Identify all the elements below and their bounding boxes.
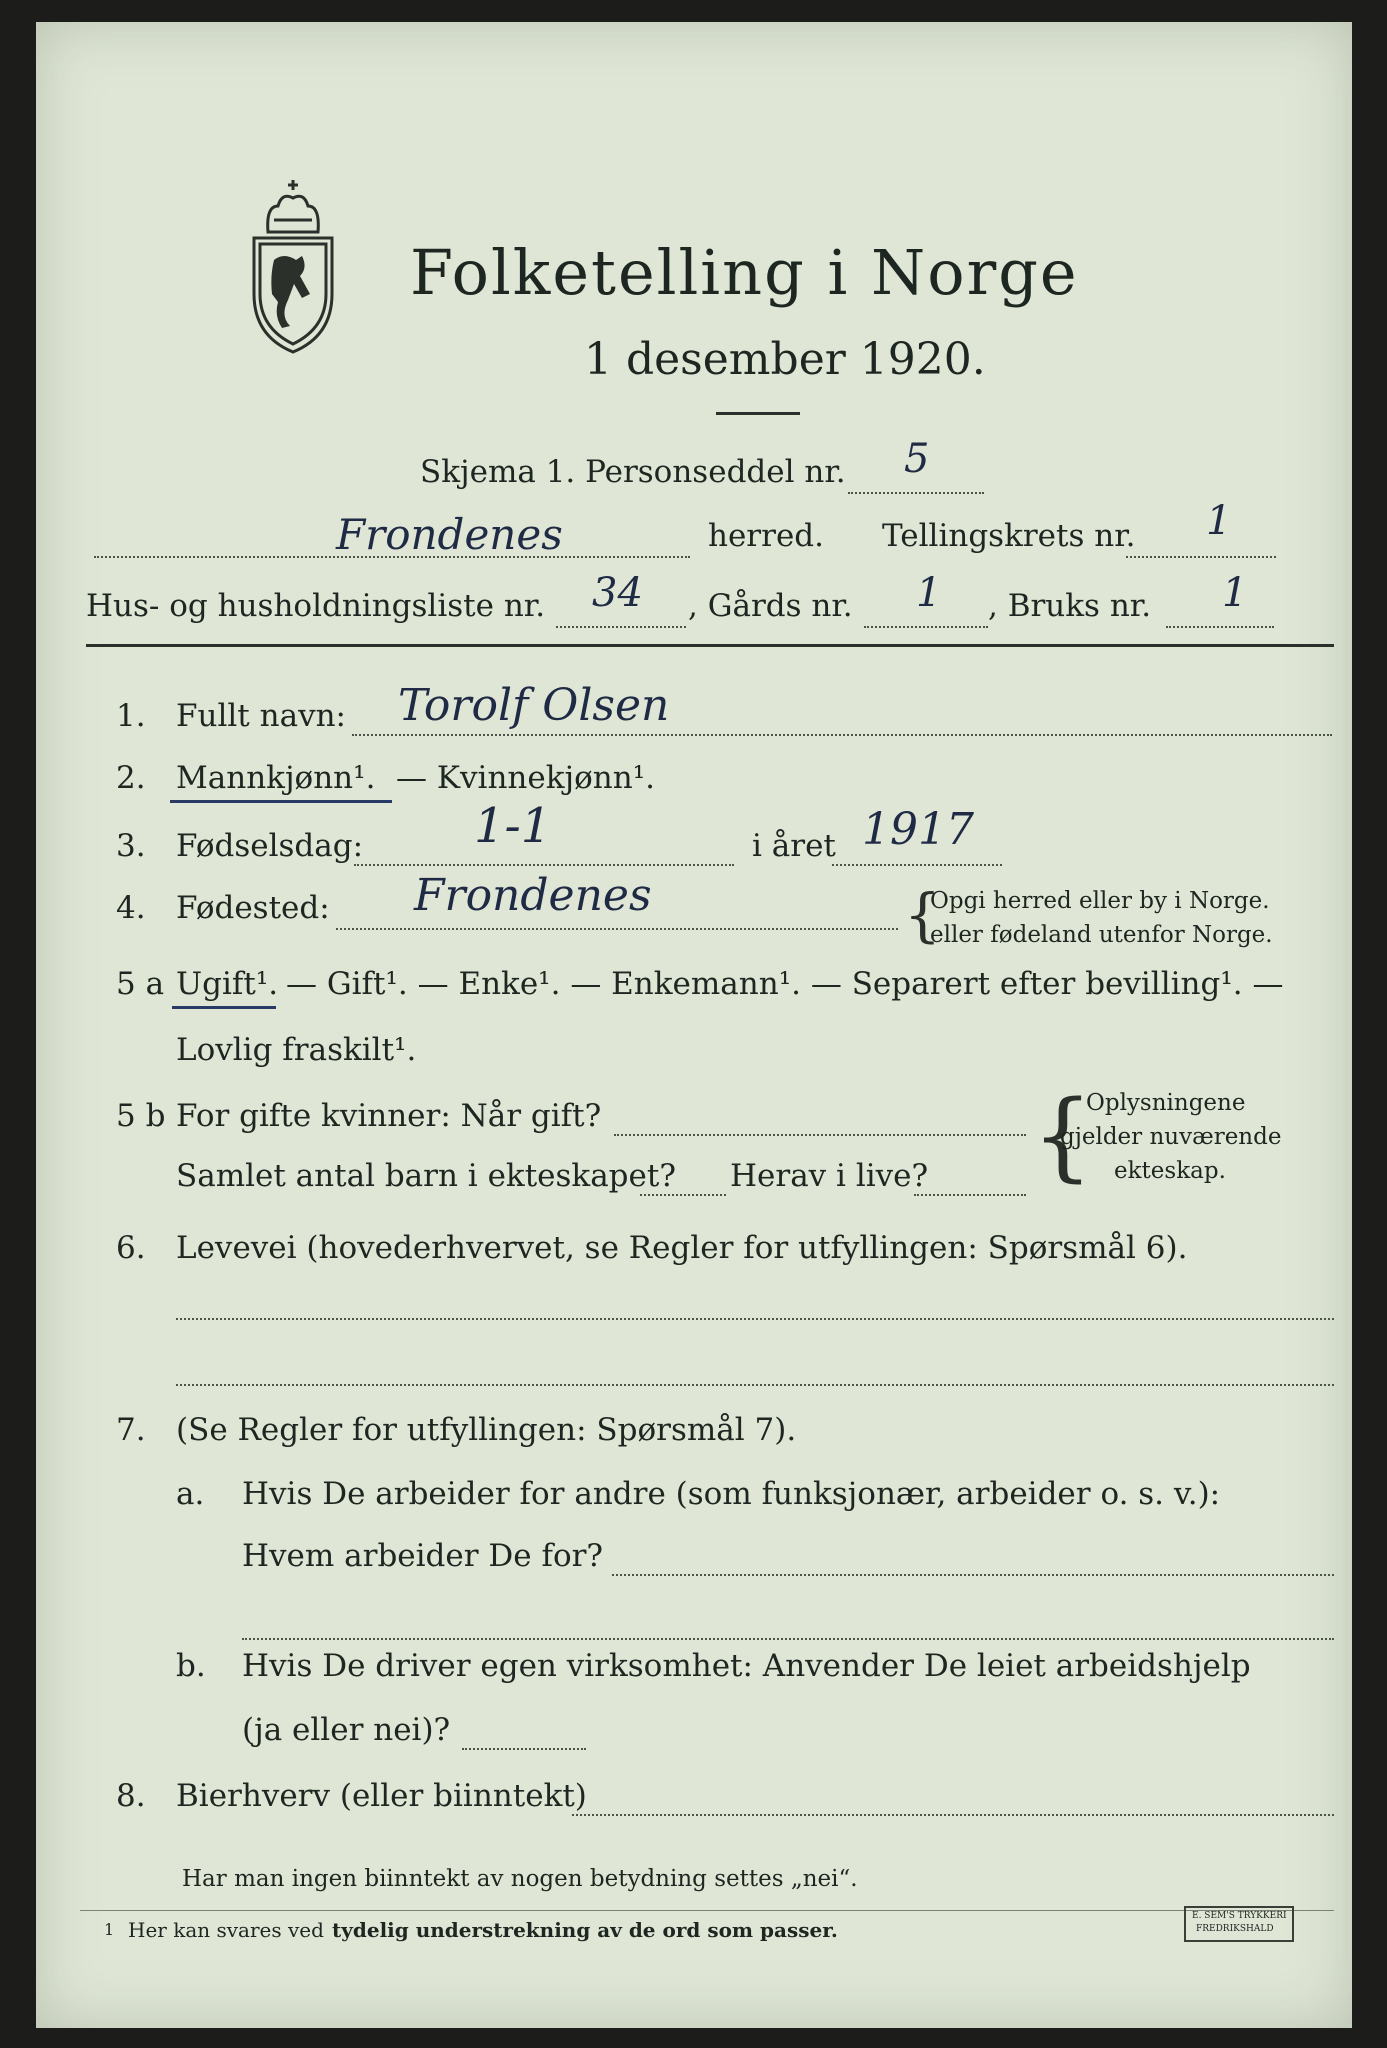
q1-full-name: Torolf Olsen <box>398 680 670 731</box>
q2-male-underline <box>170 800 392 803</box>
footnote-text: Her kan svares ved <box>128 1918 324 1942</box>
q5b-number: 5 b <box>116 1098 166 1134</box>
q7b-line2: (ja eller nei)? <box>242 1712 451 1748</box>
q4-note-2: eller fødeland utenfor Norge. <box>930 922 1273 948</box>
gards-value: 1 <box>916 570 942 616</box>
census-form-sheet <box>36 22 1352 2028</box>
schema-label: Skjema 1. Personseddel nr. <box>420 454 846 490</box>
q4-birthplace: Frondenes <box>414 870 652 921</box>
q5b-alive-dots <box>914 1194 1026 1196</box>
q4-number: 4. <box>116 890 146 926</box>
q7-number: 7. <box>116 1412 146 1448</box>
footnote-number: 1 <box>104 1920 115 1939</box>
krets-value: 1 <box>1206 498 1232 544</box>
gards-dots <box>864 626 988 628</box>
bruks-label: , Bruks nr. <box>988 588 1152 624</box>
krets-dots <box>1126 556 1276 558</box>
q5a-options: — Gift¹. — Enke¹. — Enkemann¹. — Separert efter bevilling¹. — <box>286 966 1284 1002</box>
q5a-ugift-underline <box>172 1006 276 1009</box>
bruks-value: 1 <box>1222 570 1248 616</box>
stamp-line-2: FREDRIKSHALD <box>1196 1924 1274 1934</box>
q3-year-dots <box>832 864 1002 866</box>
q5b-note-1: Oplysningene <box>1086 1090 1246 1116</box>
q4-dots <box>336 928 898 930</box>
q7b-label: Hvis De driver egen virksomhet: Anvender De leiet arbeidshjelp <box>242 1648 1251 1684</box>
hus-dots <box>556 626 686 628</box>
q7a-line2: Hvem arbeider De for? <box>242 1538 604 1574</box>
q7-label: (Se Regler for utfyllingen: Spørsmål 7). <box>176 1412 797 1448</box>
schema-value: 5 <box>904 436 930 482</box>
q5b-married-dots <box>614 1134 1026 1136</box>
q7a-dots-2 <box>242 1638 1334 1640</box>
gards-label: , Gårds nr. <box>688 588 853 624</box>
stamp-line-1: E. SEM'S TRYKKERI <box>1192 1911 1287 1921</box>
printer-stamp <box>1184 1906 1294 1942</box>
q3-label: Fødselsdag: <box>176 828 364 864</box>
q5b-children-dots <box>640 1194 726 1196</box>
hus-label: Hus- og husholdningsliste nr. <box>86 588 546 624</box>
q2-female: — Kvinnekjønn¹. <box>396 760 655 796</box>
q6-dots-2 <box>176 1384 1334 1386</box>
q2-male: Mannkjønn¹. <box>176 760 376 796</box>
bruks-dots <box>1166 626 1274 628</box>
q5b-children-label: Samlet antal barn i ekteskapet? <box>176 1158 676 1194</box>
q8-label: Bierhverv (eller biinntekt) <box>176 1778 587 1814</box>
herred-value: Frondenes <box>336 510 563 559</box>
herred-label: herred. <box>708 518 824 554</box>
q1-number: 1. <box>116 698 146 734</box>
footnote-text-bold: tydelig understrekning av de ord som passer. <box>332 1918 838 1942</box>
q5b-note-2: gjelder nuværende <box>1060 1124 1282 1150</box>
norwegian-coat-of-arms-icon <box>244 176 342 356</box>
form-title: Folketelling i Norge <box>410 236 1079 309</box>
q5b-note-3: ekteskap. <box>1114 1158 1226 1184</box>
census-date: 1 desember 1920. <box>584 334 986 385</box>
q1-dots <box>352 734 1332 736</box>
q4-label: Fødested: <box>176 890 330 926</box>
q5b-brace: { <box>1032 1080 1094 1192</box>
q7b-dots <box>462 1748 586 1750</box>
q4-brace: { <box>904 881 941 949</box>
q6-number: 6. <box>116 1230 146 1266</box>
q6-dots-1 <box>176 1318 1334 1320</box>
q7b-letter: b. <box>176 1648 206 1684</box>
q7a-letter: a. <box>176 1476 205 1512</box>
q3-dots <box>354 864 734 866</box>
schema-dots <box>848 492 984 494</box>
q3-year-label: i året <box>752 828 836 864</box>
q4-note-1: Opgi herred eller by i Norge. <box>930 888 1270 914</box>
q8-number: 8. <box>116 1778 146 1814</box>
q3-number: 3. <box>116 828 146 864</box>
q7a-dots-1 <box>612 1574 1334 1576</box>
q5b-label: For gifte kvinner: Når gift? <box>176 1098 602 1134</box>
q6-label: Levevei (hovederhvervet, se Regler for utfyllingen: Spørsmål 6). <box>176 1230 1188 1266</box>
q5a-ugift: Ugift¹. <box>176 966 279 1002</box>
q5a-number: 5 a <box>116 966 165 1002</box>
no-income-note: Har man ingen biinntekt av nogen betydning settes „nei“. <box>182 1866 858 1892</box>
header-divider <box>86 644 1334 647</box>
q2-number: 2. <box>116 760 146 796</box>
q1-label: Fullt navn: <box>176 698 346 734</box>
footnote-divider <box>80 1910 1334 1911</box>
q3-birthday: 1-1 <box>474 798 552 854</box>
q5a-line2: Lovlig fraskilt¹. <box>176 1032 417 1068</box>
q5b-alive-label: Herav i live? <box>730 1158 929 1194</box>
title-divider <box>716 412 800 415</box>
q7a-label: Hvis De arbeider for andre (som funksjonær, arbeider o. s. v.): <box>242 1476 1221 1512</box>
q3-birth-year: 1917 <box>862 804 974 855</box>
krets-label: Tellingskrets nr. <box>882 518 1136 554</box>
q8-dots <box>572 1814 1334 1816</box>
hus-value: 34 <box>592 570 643 616</box>
